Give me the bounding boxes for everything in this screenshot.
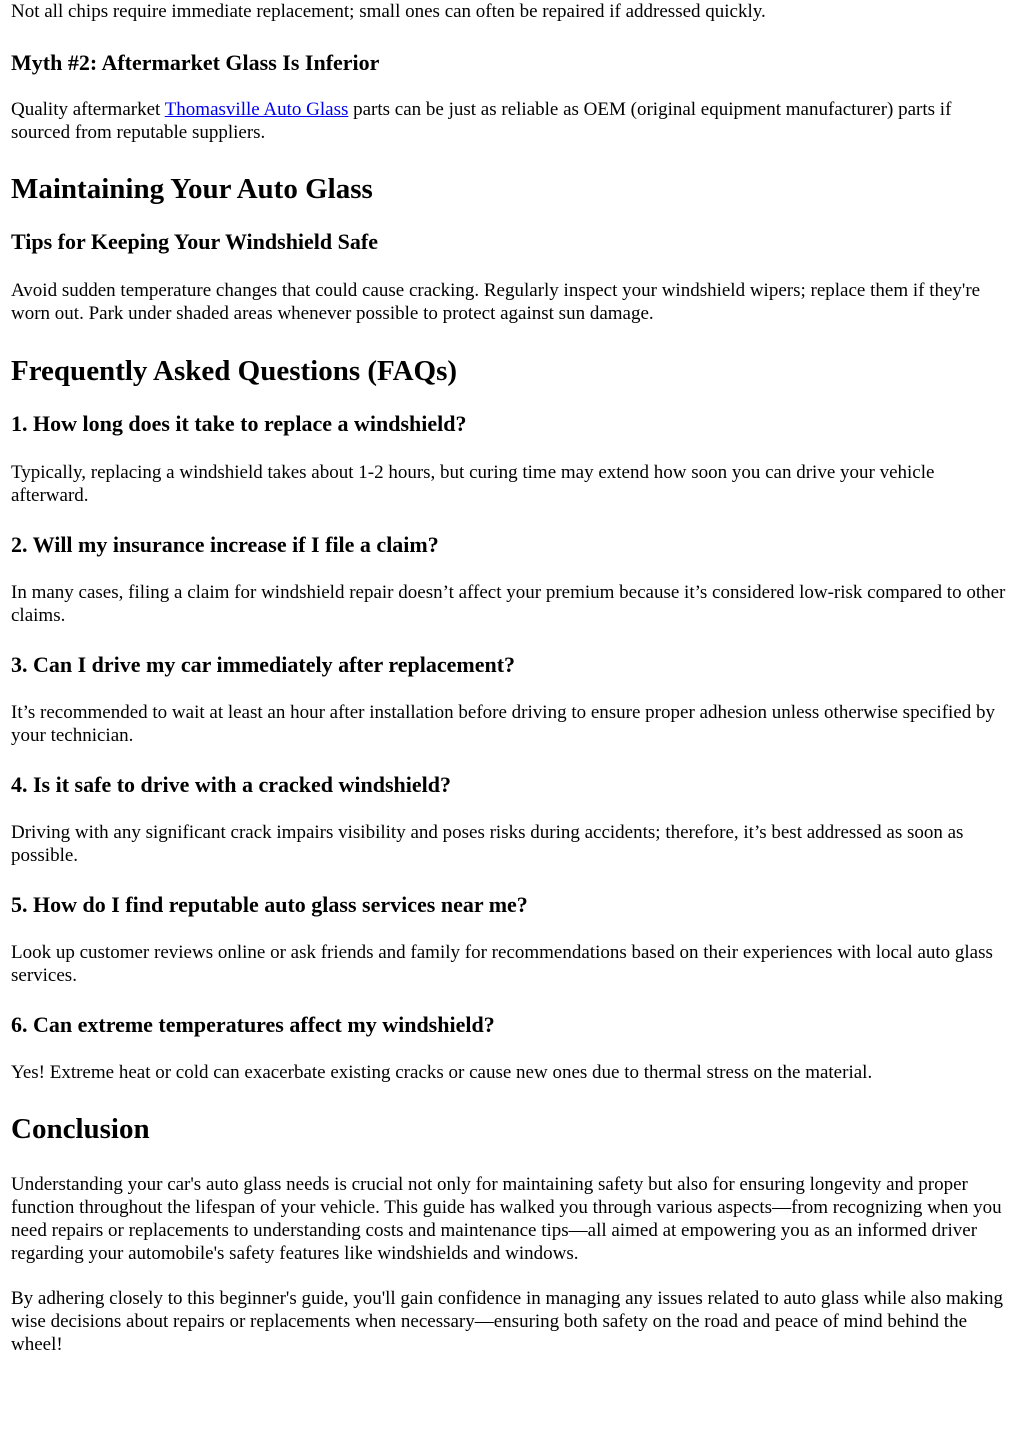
faq-question-2: 2. Will my insurance increase if I file a claim? (11, 532, 439, 557)
conclusion-heading: Conclusion (11, 1113, 150, 1145)
conclusion-paragraph-2: By adhering closely to this beginner's guide, you'll gain confidence in managing any issues related to auto glass while also making wise decisions about repairs or replacements when necessary—ensuring both safety on the road and peace of mind behind the wheel! (11, 1288, 1003, 1355)
conclusion-paragraph-1: Understanding your car's auto glass needs is crucial not only for maintaining safety but also for ensuring longevity and proper function throughout the lifespan of your vehicle. This guide has walked you through various aspects—from recognizing when you need repairs or replacements to understanding costs and maintenance tips—all aimed at empowering you as an informed driver regarding your automobile's safety features like windshields and windows. (11, 1174, 1002, 1264)
faq-question-5: 5. How do I find reputable auto glass services near me? (11, 892, 528, 917)
myth2-text-before: Quality aftermarket (11, 99, 165, 120)
tips-heading: Tips for Keeping Your Windshield Safe (11, 229, 378, 254)
faq-question-6: 6. Can extreme temperatures affect my windshield? (11, 1012, 495, 1037)
myth2-heading: Myth #2: Aftermarket Glass Is Inferior (11, 50, 380, 75)
myth2-text-after: parts can be just as reliable as OEM (original equipment manufacturer) parts if sourced from reputable suppliers. (11, 99, 952, 143)
faq-answer-3: It’s recommended to wait at least an hour after installation before driving to ensure proper adhesion unless otherwise specified by your technician. (11, 702, 996, 746)
faq-answer-6: Yes! Extreme heat or cold can exacerbate existing cracks or cause new ones due to thermal stress on the material. (11, 1062, 873, 1083)
faq-answer-2: In many cases, filing a claim for windshield repair doesn’t affect your premium because it’s considered low-risk compared to other claims. (11, 582, 1006, 626)
thomasville-auto-glass-link[interactable]: Thomasville Auto Glass (164, 99, 349, 120)
myth2-paragraph (11, 98, 1014, 144)
faq-question-1: 1. How long does it take to replace a windshield? (11, 411, 467, 436)
faq-question-4: 4. Is it safe to drive with a cracked windshield? (11, 772, 451, 797)
faq-answer-4: Driving with any significant crack impairs visibility and poses risks during accidents; therefore, it’s best addressed as soon as possible. (11, 822, 964, 866)
faq-answer-5: Look up customer reviews online or ask friends and family for recommendations based on their experiences with local auto glass services. (11, 942, 993, 986)
chips-paragraph: Not all chips require immediate replacement; small ones can often be repaired if addressed quickly. (11, 1, 766, 22)
faqs-heading: Frequently Asked Questions (FAQs) (11, 355, 458, 387)
faq-answer-1: Typically, replacing a windshield takes about 1-2 hours, but curing time may extend how soon you can drive your vehicle afterward. (11, 462, 935, 506)
faq-question-3: 3. Can I drive my car immediately after replacement? (11, 652, 516, 677)
tips-paragraph: Avoid sudden temperature changes that could cause cracking. Regularly inspect your windshield wipers; replace them if they're worn out. Park under shaded areas whenever possible to protect against sun damage. (11, 280, 981, 324)
maintaining-heading: Maintaining Your Auto Glass (11, 173, 373, 205)
